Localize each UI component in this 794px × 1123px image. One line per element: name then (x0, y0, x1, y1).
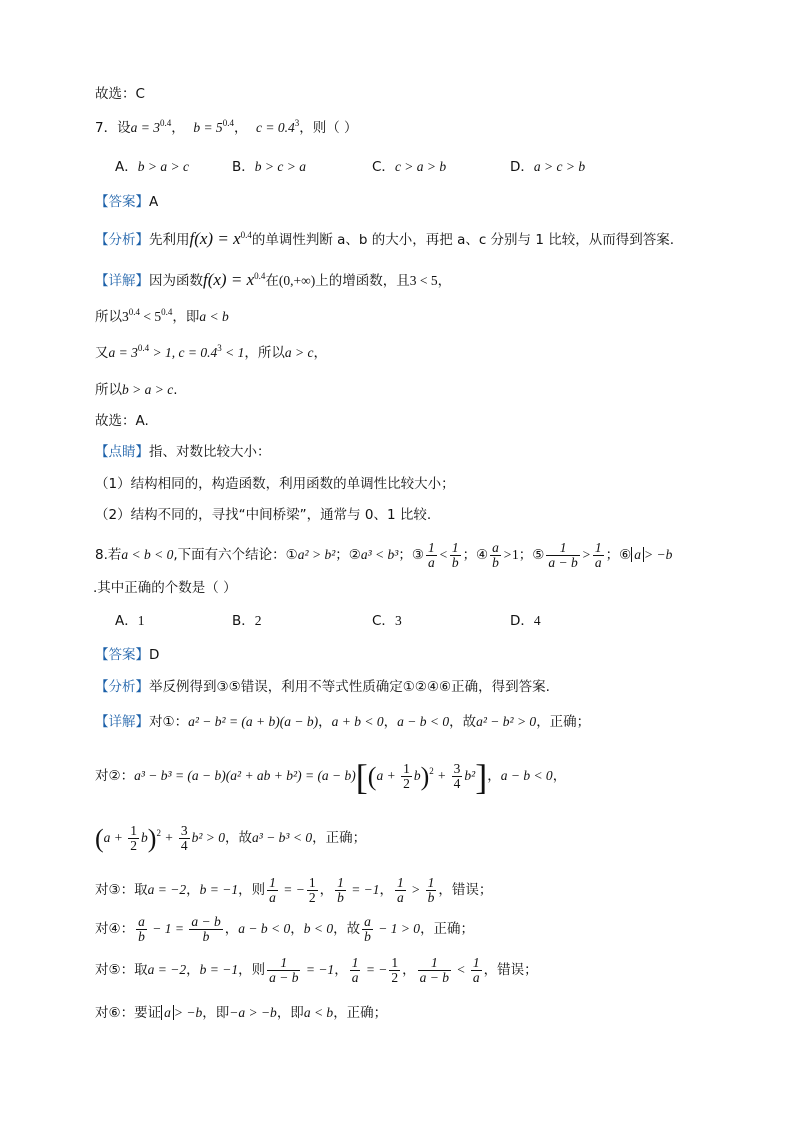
q7-detail-1: 【详解】因为函数$f(x) = x^{0.4}$在(0,+∞)上的增函数，且3 < 5， (95, 270, 452, 289)
q8-option-b[interactable]: B．2 (232, 613, 262, 629)
q8-detail-6: 对⑤：取a = −2，b = −1，则 $\frac{1}{a - b}$ = −1， $\frac{1}{a}$ = − $\frac{1}{2}$ ， $\frac{1}{a - b}$ < $\frac{1}{a}$ ，错误； (95, 955, 538, 986)
q7-tip-2: （2）结构不同的，寻找“中间桥梁”，通常与 0、1 比较. (95, 507, 432, 523)
q8-stem: 8.若a < b < 0,下面有六个结论：①a² > b²；②a³ < b³；③ $\frac{1}{a}$ < $\frac{1}{b}$ ；④ $\frac{a}{b}$ >1；⑤ $\frac{1}{a - b}$ > $\frac{1}{a}$ ；⑥ a > −b (95, 540, 673, 571)
q8-detail-2: 对②：a³ − b³ = (a − b)(a² + ab + b²) = (a − b)[(a + $\frac{1}{2}$ b)$^2$ + $\frac{3}{4}$ b²]，a − b < 0， (95, 756, 567, 797)
q7-answer: 【答案】A (95, 194, 159, 210)
q7-option-c[interactable]: C．c > a > b (372, 159, 447, 175)
q6-answer-line: 故选：C (95, 86, 145, 102)
q8-answer: 【答案】D (95, 647, 160, 663)
q7-tip-1: （1）结构相同的，构造函数，利用函数的单调性比较大小； (95, 476, 455, 492)
q7-option-a[interactable]: A．b > a > c (115, 159, 189, 175)
q7-detail-4: 所以b > a > c. (95, 382, 178, 398)
q8-analysis: 【分析】举反例得到③⑤错误，利用不等式性质确定①②④⑥正确，得到答案. (95, 679, 550, 695)
q8-stem-line2: .其中正确的个数是（ ） (93, 580, 237, 596)
q8-detail-1: 【详解】对①：a² − b² = (a + b)(a − b)，a + b < 0，a − b < 0，故a² − b² > 0，正确； (95, 714, 591, 730)
q8-option-a[interactable]: A．1 (115, 613, 145, 629)
q8-detail-3: (a + $\frac{1}{2}$ b)$^2$ + $\frac{3}{4}$ b² > 0，故a³ − b³ < 0，正确； (95, 823, 367, 854)
q7-final: 故选：A. (95, 413, 149, 429)
q7-option-d[interactable]: D．a > c > b (510, 159, 586, 175)
q7-analysis: 【分析】先利用$f(x) = x^{0.4}$的单调性判断 a、b 的大小，再把 a、c 分别与 1 比较，从而得到答案. (95, 229, 675, 248)
q7-option-b[interactable]: B．b > c > a (232, 159, 306, 175)
q8-option-d[interactable]: D．4 (510, 613, 541, 629)
q8-detail-4: 对③：取a = −2，b = −1，则 $\frac{1}{a}$ = − $\frac{1}{2}$ ， $\frac{1}{b}$ = −1， $\frac{1}{a}$ > $\frac{1}{b}$ ，错误； (95, 875, 493, 906)
q8-detail-5: 对④： $\frac{a}{b}$ − 1 = $\frac{a - b}{b}$ ，a − b < 0，b < 0，故 $\frac{a}{b}$ − 1 > 0，正确； (95, 914, 475, 945)
q7-detail-2: 所以$3^{0.4} < 5^{0.4}$，即a < b (95, 307, 229, 325)
q7-stem: 7．设$a = 3^{0.4}$， $b = 5^{0.4}$， $c = 0.4^3$，则（ ） (95, 118, 358, 136)
q8-option-c[interactable]: C．3 (372, 613, 402, 629)
q7-detail-3: 又$a = 3^{0.4} > 1$, $c = 0.4^3 < 1$，所以a > c， (95, 343, 327, 361)
q7-tip-title: 【点睛】指、对数比较大小： (95, 444, 271, 460)
q8-detail-7: 对⑥：要证 a > −b，即−a > −b，即a < b，正确； (95, 1005, 388, 1021)
